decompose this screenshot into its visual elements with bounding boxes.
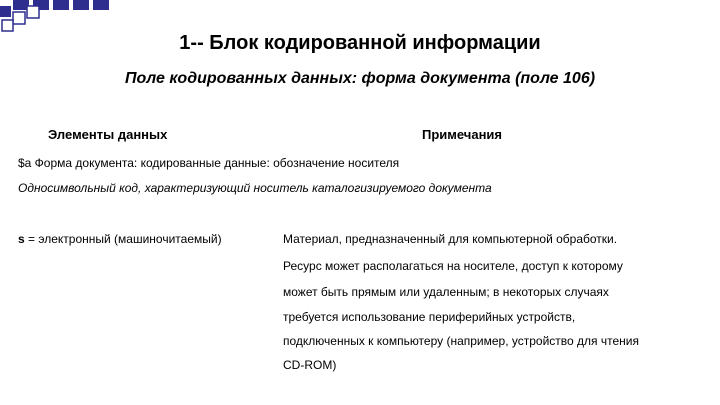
corner-square <box>13 12 25 24</box>
code-letter: s <box>18 232 25 246</box>
corner-square <box>93 0 109 10</box>
column-header-notes: Примечания <box>422 127 503 142</box>
slide-title: 1-- Блок кодированной информации <box>179 32 541 54</box>
corner-square <box>73 0 89 10</box>
note-line: CD-ROM) <box>283 358 337 372</box>
corner-square <box>0 6 11 17</box>
corner-square <box>53 0 69 10</box>
note-line: Материал, предназначенный для компьютерной обработки. <box>283 232 618 246</box>
note-line: может быть прямым или удаленным; в некоторых случаях <box>283 285 609 299</box>
note-line: требуется использование периферийных устройств, <box>283 310 576 324</box>
slide-subtitle: Поле кодированных данных: форма документа (поле 106) <box>124 70 596 87</box>
corner-decoration <box>0 0 110 36</box>
note-line: подключенных к компьютеру (например, устройство для чтения <box>283 334 640 348</box>
definition-line: Односимвольный код, характеризующий носитель каталогизируемого документа <box>18 181 492 195</box>
corner-square <box>27 6 39 18</box>
corner-square <box>2 20 13 31</box>
note-line: Ресурс может располагаться на носителе, доступ к которому <box>283 259 623 273</box>
code-meaning: = электронный (машиночитаемый) <box>24 232 222 246</box>
code-value <box>18 232 222 246</box>
field-line: $a Форма документа: кодированные данные: обозначение носителя <box>18 156 400 170</box>
column-header-elements: Элементы данных <box>48 127 168 142</box>
